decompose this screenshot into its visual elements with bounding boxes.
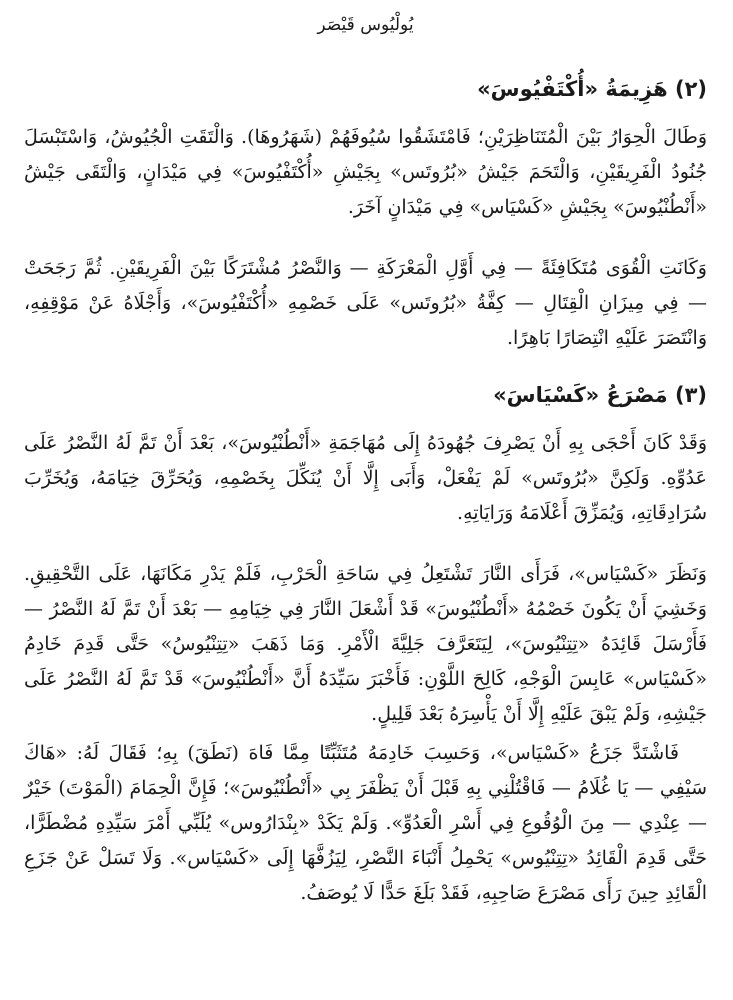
paragraph: فَاشْتَدَّ جَزَعُ «كَسْيَاس»، وَحَسِبَ خَادِمَهُ مُتَثَبِّتًا مِمَّا فَاهَ (نَطَقَ) بِهِ؛ فَقَالَ لَهُ: «هَاكَ سَيْفِي — يَا غُلَامُ — فَاقْتُلْنِي بِهِ قَبْلَ أَنْ يَظْفَرَ بِي «أَنْطُنْيُوسَ»؛ فَإِنَّ الْحِمَامَ (الْمَوْتَ) خَيْرٌ — عِنْدِي — مِنَ الْوُقُوعِ فِي أَسْرِ الْعَدُوِّ». وَلَمْ يَكَدْ «بِنْدَارُوس» يُلَبِّي أَمْرَ سَيِّدِهِ مُضْطَرًّا، حَتَّى قَدِمَ الْقَائِدُ «تِتِنْيُوس» يَحْمِلُ أَنْبَاءَ النَّصْرِ، لِيَزُفَّهَا إِلَى «كَسْيَاس». وَلَا تَسَلْ عَنْ جَزَعِ الْقَائِدِ حِينَ رَأَى مَصْرَعَ صَاحِبِهِ، فَقَدْ بَلَغَ حَدًّا لَا يُوصَفُ. [24,742,707,904]
running-head: يُولْيُوس قَيْصَر [317,15,414,35]
paragraph: وَطَالَ الْحِوَارُ بَيْنَ الْمُتَنَاظِرَيْنِ؛ فَامْتَشَقُوا سُيُوفَهُمْ (شَهَرُوهَا). وَالْتَقَتِ الْجُيُوشُ، وَاسْتَبْسَلَ جُنُودُ الْفَرِيقَيْنِ، وَالْتَحَمَ جَيْشُ «بُرُوتَس» بِجَيْشِ «أُكْتَفْيُوسَ» فِي مَيْدَانٍ، وَالْتَقَى جَيْشُ «أَنْطُنْيُوسَ» بِجَيْشِ «كَسْيَاس» فِي مَيْدَانٍ آخَرَ. [24,126,707,218]
paragraph: وَنَظَرَ «كَسْيَاس»، فَرَأَى النَّارَ تَشْتَعِلُ فِي سَاحَةِ الْحَرْبِ، فَلَمْ يَدْرِ مَكَانَهَا، عَلَى التَّحْقِيقِ. وَخَشِيَ أَنْ يَكُونَ خَصْمُهُ «أَنْطُنْيُوسَ» قَدْ أَشْعَلَ النَّارَ فِي خِيَامِهِ — بَعْدَ أَنْ تَمَّ لَهُ النَّصْرُ — فَأَرْسَلَ قَائِدَهُ «تِتِنْيُوسَ»، لِيَتَعَرَّفَ جَلِيَّةَ الْأَمْرِ. وَمَا ذَهَبَ «تِتِنْيُوسُ» حَتَّى قَدِمَ خَادِمُ «كَسْيَاس» عَابِسَ الْوَجْهِ، كَالِحَ اللَّوْنِ: فَأَخْبَرَ سَيِّدَهُ أَنَّ «أَنْطُنْيُوسَ» قَدْ تَمَّ لَهُ النَّصْرُ عَلَى جَيْشِهِ، وَلَمْ يَبْقَ عَلَيْهِ إِلَّا أَنْ يَأْسِرَهُ بَعْدَ قَلِيلٍ. [24,563,708,725]
paragraph: وَقَدْ كَانَ أَحْجَى بِهِ أَنْ يَصْرِفَ جُهُودَهُ إِلَى مُهَاجَمَةِ «أَنْطُنْيُوسَ»، بَعْدَ أَنْ تَمَّ لَهُ النَّصْرُ عَلَى عَدُوِّهِ. وَلَكِنَّ «بُرُوتَس» لَمْ يَفْعَلْ، وَأَبَى إِلَّا أَنْ يُنَكِّلَ بِخَصْمِهِ، وَيُحَرِّقَ خِيَامَهُ، وَيُخَرِّبَ سُرَادِقَاتِهِ، وَيُمَزِّقَ أَعْلَامَهُ وَرَايَاتِهِ. [24,432,707,524]
section-title-defeat-of-octavius: (٢) هَزِيمَةُ «أُكْتَفْيُوسَ» [477,77,707,101]
section-title-death-of-cassius: (٣) مَصْرَعُ «كَسْيَاسَ» [493,383,707,407]
paragraph: وَكَانَتِ الْقُوَى مُتَكَافِئَةً — فِي أَوَّلِ الْمَعْرَكَةِ — وَالنَّصْرُ مُشْتَرَكًا بَيْنَ الْفَرِيقَيْنِ. ثُمَّ رَجَحَتْ — فِي مِيزَانِ الْقِتَالِ — كِفَّةُ «بُرُوتَس» عَلَى خَصْمِهِ «أُكْتَفْيُوسَ»، وَأَجْلَاهُ عَنْ مَوْقِفِهِ، وَانْتَصَرَ عَلَيْهِ انْتِصَارًا بَاهِرًا. [24,257,707,349]
